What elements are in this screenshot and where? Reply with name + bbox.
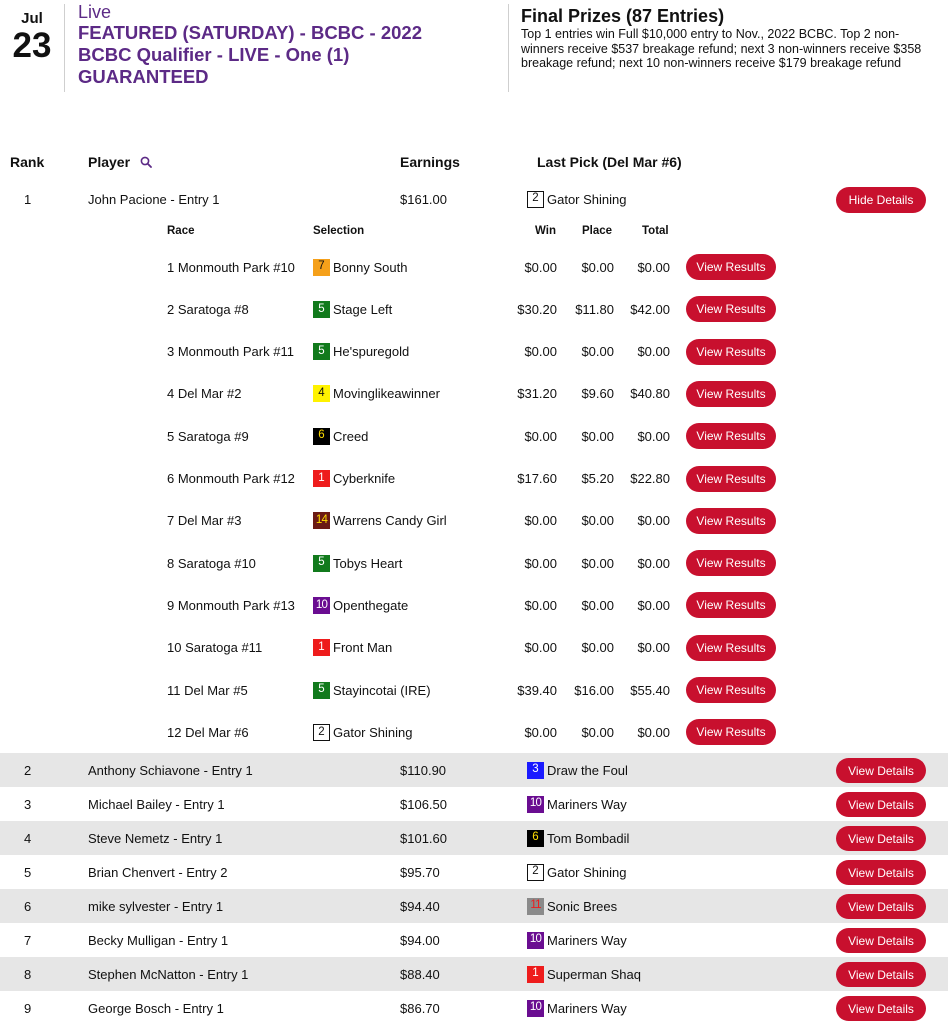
table-row-expanded — [0, 184, 948, 214]
race-detail-row — [0, 415, 948, 457]
race-label: 7 Del Mar #3 — [167, 513, 242, 529]
row-earnings: $94.40 — [400, 898, 440, 914]
view-results-button[interactable]: View Results — [686, 254, 776, 280]
event-date — [6, 10, 58, 64]
saddle-cloth-number: 3 — [527, 762, 544, 779]
place-amount: $5.20 — [581, 471, 614, 486]
row-last-pick — [527, 821, 629, 855]
selection — [313, 584, 408, 626]
saddle-cloth-number: 10 — [527, 1000, 544, 1017]
selection — [313, 331, 409, 373]
view-results-button[interactable]: View Results — [686, 423, 776, 449]
win-amount: $0.00 — [524, 259, 557, 275]
view-details-button[interactable]: View Details — [836, 860, 926, 885]
saddle-cloth-number: 2 — [527, 864, 544, 881]
selection — [313, 669, 431, 711]
win-amount: $0.00 — [524, 597, 557, 613]
place-amount: $0.00 — [581, 513, 614, 529]
row-last-pick — [527, 889, 617, 923]
row-earnings: $94.00 — [400, 932, 440, 948]
horse-name: Warrens Candy Girl — [333, 513, 447, 529]
race-label: 10 Saratoga #11 — [167, 640, 263, 656]
saddle-cloth-number: 14 — [313, 512, 330, 529]
win-amount: $17.60 — [517, 471, 557, 486]
race-detail-row — [0, 373, 948, 415]
row-last-pick — [527, 787, 627, 821]
view-details-button[interactable]: View Details — [836, 996, 926, 1021]
horse-name: Sonic Brees — [547, 898, 618, 914]
column-header-player — [88, 154, 152, 171]
event-status: Live — [78, 2, 112, 22]
horse-name: Draw the Foul — [547, 762, 628, 778]
row-player: Steve Nemetz - Entry 1 — [88, 830, 223, 846]
total-amount: $0.00 — [637, 597, 670, 613]
race-label: 6 Monmouth Park #12 — [167, 471, 295, 486]
view-results-button[interactable]: View Results — [686, 296, 776, 322]
view-details-button[interactable]: View Details — [836, 894, 926, 919]
saddle-cloth-number: 2 — [313, 724, 330, 741]
row-player: Michael Bailey - Entry 1 — [88, 796, 225, 812]
win-amount: $0.00 — [524, 344, 557, 360]
table-row — [0, 957, 948, 991]
table-row — [0, 753, 948, 787]
win-amount: $0.00 — [524, 640, 557, 656]
race-detail-row — [0, 246, 948, 288]
event-day: 23 — [12, 26, 52, 65]
horse-name: Creed — [333, 428, 369, 444]
prizes-description: Top 1 entries win Full $10,000 entry to Nov., 2022 BCBC. Top 2 non-winners receive $537 breakage refund; next 3 non-winners receive $358 breakage refund; next 10 non-winners receive $179 breakage refund — [521, 27, 922, 70]
total-amount: $0.00 — [637, 259, 670, 275]
selection — [313, 246, 407, 288]
row-earnings: $95.70 — [400, 864, 440, 880]
horse-name: Movinglikeawinner — [333, 386, 440, 402]
saddle-cloth-number: 1 — [313, 639, 330, 656]
win-amount: $39.40 — [517, 682, 557, 698]
horse-name: Tobys Heart — [333, 555, 403, 571]
place-amount: $0.00 — [581, 640, 614, 656]
view-results-button[interactable]: View Results — [686, 466, 776, 492]
column-header-earnings: Earnings — [400, 154, 460, 170]
table-row — [0, 889, 948, 923]
race-detail-row — [0, 458, 948, 500]
race-detail-row — [0, 331, 948, 373]
place-amount: $9.60 — [581, 386, 614, 402]
race-label: 12 Del Mar #6 — [167, 724, 249, 740]
race-label: 11 Del Mar #5 — [167, 682, 248, 698]
row-rank: 5 — [24, 864, 32, 880]
view-details-button[interactable]: View Details — [836, 962, 926, 987]
saddle-cloth-number: 5 — [313, 682, 330, 699]
horse-name: He'spuregold — [333, 344, 410, 360]
win-amount: $0.00 — [524, 513, 557, 529]
total-amount: $55.40 — [630, 682, 670, 698]
row-earnings: $88.40 — [400, 966, 440, 982]
event-title-line-1: FEATURED (SATURDAY) - BCBC - 2022 — [78, 22, 422, 43]
horse-name: Tom Bombadil — [547, 830, 630, 846]
horse-name: Superman Shaq — [547, 966, 641, 982]
view-results-button[interactable]: View Results — [686, 719, 776, 745]
race-detail-row — [0, 711, 948, 753]
race-detail-row — [0, 288, 948, 330]
total-amount: $22.80 — [630, 471, 670, 486]
win-amount: $0.00 — [524, 428, 557, 444]
saddle-cloth-number: 4 — [313, 385, 330, 402]
selection — [313, 458, 395, 500]
total-amount: $0.00 — [637, 344, 670, 360]
place-amount: $16.00 — [574, 682, 614, 698]
row-last-pick — [527, 957, 641, 991]
selection — [313, 373, 440, 415]
saddle-cloth-number: 6 — [313, 428, 330, 445]
row-rank: 2 — [24, 762, 32, 778]
prizes-title: Final Prizes (87 Entries) — [521, 6, 725, 26]
horse-name: Gator Shining — [547, 864, 627, 880]
saddle-cloth-number: 10 — [527, 796, 544, 813]
column-header-player-label: Player — [88, 154, 131, 170]
row-earnings: $106.50 — [400, 796, 447, 812]
race-label: 4 Del Mar #2 — [167, 386, 242, 402]
horse-name: Gator Shining — [547, 191, 627, 207]
selection — [313, 711, 413, 753]
row-player: George Bosch - Entry 1 — [88, 1000, 224, 1016]
saddle-cloth-number: 5 — [313, 301, 330, 318]
hide-details-button[interactable]: Hide Details — [836, 187, 926, 213]
horse-name: Cyberknife — [333, 471, 396, 486]
race-label: 2 Saratoga #8 — [167, 301, 249, 317]
row-last-pick — [527, 753, 628, 787]
row-last-pick — [527, 991, 627, 1023]
row-rank: 9 — [24, 1000, 32, 1016]
selection — [313, 542, 402, 584]
row-earnings: $86.70 — [400, 1000, 440, 1016]
horse-name: Gator Shining — [333, 724, 413, 740]
event-title-line-2: BCBC Qualifier - LIVE - One (1) — [78, 44, 350, 65]
win-amount: $30.20 — [517, 301, 557, 317]
saddle-cloth-number: 6 — [527, 830, 544, 847]
total-amount: $0.00 — [637, 640, 670, 656]
total-amount: $0.00 — [637, 428, 670, 444]
header-divider — [64, 4, 65, 92]
win-amount: $0.00 — [524, 724, 557, 740]
total-amount: $0.00 — [637, 724, 670, 740]
race-detail-row — [0, 627, 948, 669]
total-amount: $42.00 — [630, 301, 670, 317]
row-last-pick — [527, 855, 627, 889]
details-header-total: Total — [642, 225, 669, 237]
table-row — [0, 991, 948, 1023]
row-last-pick — [527, 923, 627, 957]
saddle-cloth-number: 10 — [313, 597, 330, 614]
view-results-button[interactable]: View Results — [686, 677, 776, 703]
column-header-last-pick: Last Pick (Del Mar #6) — [537, 154, 682, 170]
table-row — [0, 923, 948, 957]
view-details-button[interactable]: View Details — [836, 758, 926, 783]
place-amount: $0.00 — [581, 428, 614, 444]
win-amount: $31.20 — [517, 386, 557, 402]
saddle-cloth-number: 2 — [527, 191, 544, 208]
row-earnings: $161.00 — [400, 191, 447, 207]
column-header-rank: Rank — [10, 154, 45, 170]
place-amount: $0.00 — [581, 597, 614, 613]
race-detail-row — [0, 500, 948, 542]
view-results-button[interactable]: View Results — [686, 381, 776, 407]
row-player: Stephen McNatton - Entry 1 — [88, 966, 249, 982]
table-row — [0, 855, 948, 889]
saddle-cloth-number: 1 — [313, 470, 330, 487]
race-label: 1 Monmouth Park #10 — [167, 259, 295, 275]
event-title-line-3: GUARANTEED — [78, 66, 209, 87]
race-label: 9 Monmouth Park #13 — [167, 597, 295, 613]
horse-name: Stage Left — [333, 301, 393, 317]
horse-name: Mariners Way — [547, 796, 627, 812]
final-prizes — [521, 6, 941, 71]
selection — [313, 415, 368, 457]
header-divider-2 — [508, 4, 509, 92]
row-rank: 3 — [24, 796, 32, 812]
row-rank: 7 — [24, 932, 32, 948]
details-header-win: Win — [535, 225, 556, 237]
race-label: 3 Monmouth Park #11 — [167, 344, 294, 360]
view-details-button[interactable]: View Details — [836, 792, 926, 817]
place-amount: $0.00 — [581, 259, 614, 275]
event-info — [78, 2, 478, 88]
row-player: John Pacione - Entry 1 — [88, 191, 220, 207]
saddle-cloth-number: 7 — [313, 259, 330, 276]
horse-name: Bonny South — [333, 259, 408, 275]
view-results-button[interactable]: View Results — [686, 508, 776, 534]
view-details-button[interactable]: View Details — [836, 826, 926, 851]
row-last-pick — [527, 184, 627, 214]
search-icon[interactable] — [140, 155, 152, 171]
view-results-button[interactable]: View Results — [686, 635, 776, 661]
race-label: 5 Saratoga #9 — [167, 428, 249, 444]
row-earnings: $110.90 — [400, 762, 447, 778]
saddle-cloth-number: 10 — [527, 932, 544, 949]
place-amount: $11.80 — [575, 301, 614, 317]
row-player: mike sylvester - Entry 1 — [88, 898, 224, 914]
details-header-selection: Selection — [313, 225, 365, 237]
row-player: Anthony Schiavone - Entry 1 — [88, 762, 253, 778]
row-rank: 4 — [24, 830, 32, 846]
view-results-button[interactable]: View Results — [686, 550, 776, 576]
selection — [313, 288, 392, 330]
horse-name: Mariners Way — [547, 932, 627, 948]
view-results-button[interactable]: View Results — [686, 339, 776, 365]
race-detail-row — [0, 584, 948, 626]
row-player: Becky Mulligan - Entry 1 — [88, 932, 229, 948]
table-row — [0, 821, 948, 855]
total-amount: $40.80 — [630, 386, 670, 402]
horse-name: Front Man — [333, 640, 393, 656]
place-amount: $0.00 — [581, 555, 614, 571]
row-rank: 8 — [24, 966, 32, 982]
selection — [313, 500, 447, 542]
event-month: Jul — [21, 10, 43, 27]
view-details-button[interactable]: View Details — [836, 928, 926, 953]
row-rank: 6 — [24, 898, 32, 914]
row-rank: 1 — [24, 191, 32, 207]
horse-name: Mariners Way — [547, 1000, 627, 1016]
row-player: Brian Chenvert - Entry 2 — [88, 864, 228, 880]
race-label: 8 Saratoga #10 — [167, 555, 256, 571]
horse-name: Stayincotai (IRE) — [333, 682, 431, 698]
horse-name: Openthegate — [333, 597, 409, 613]
details-header-place: Place — [582, 225, 613, 237]
win-amount: $0.00 — [524, 555, 557, 571]
race-detail-row — [0, 542, 948, 584]
selection — [313, 627, 392, 669]
details-header-race: Race — [167, 225, 195, 237]
total-amount: $0.00 — [637, 513, 670, 529]
saddle-cloth-number: 5 — [313, 555, 330, 572]
table-row — [0, 787, 948, 821]
saddle-cloth-number: 1 — [527, 966, 544, 983]
saddle-cloth-number: 5 — [313, 343, 330, 360]
view-results-button[interactable]: View Results — [686, 592, 776, 618]
place-amount: $0.00 — [581, 344, 614, 360]
total-amount: $0.00 — [637, 555, 670, 571]
race-detail-row — [0, 669, 948, 711]
place-amount: $0.00 — [581, 724, 614, 740]
saddle-cloth-number: 11 — [527, 898, 544, 915]
row-earnings: $101.60 — [400, 830, 447, 846]
